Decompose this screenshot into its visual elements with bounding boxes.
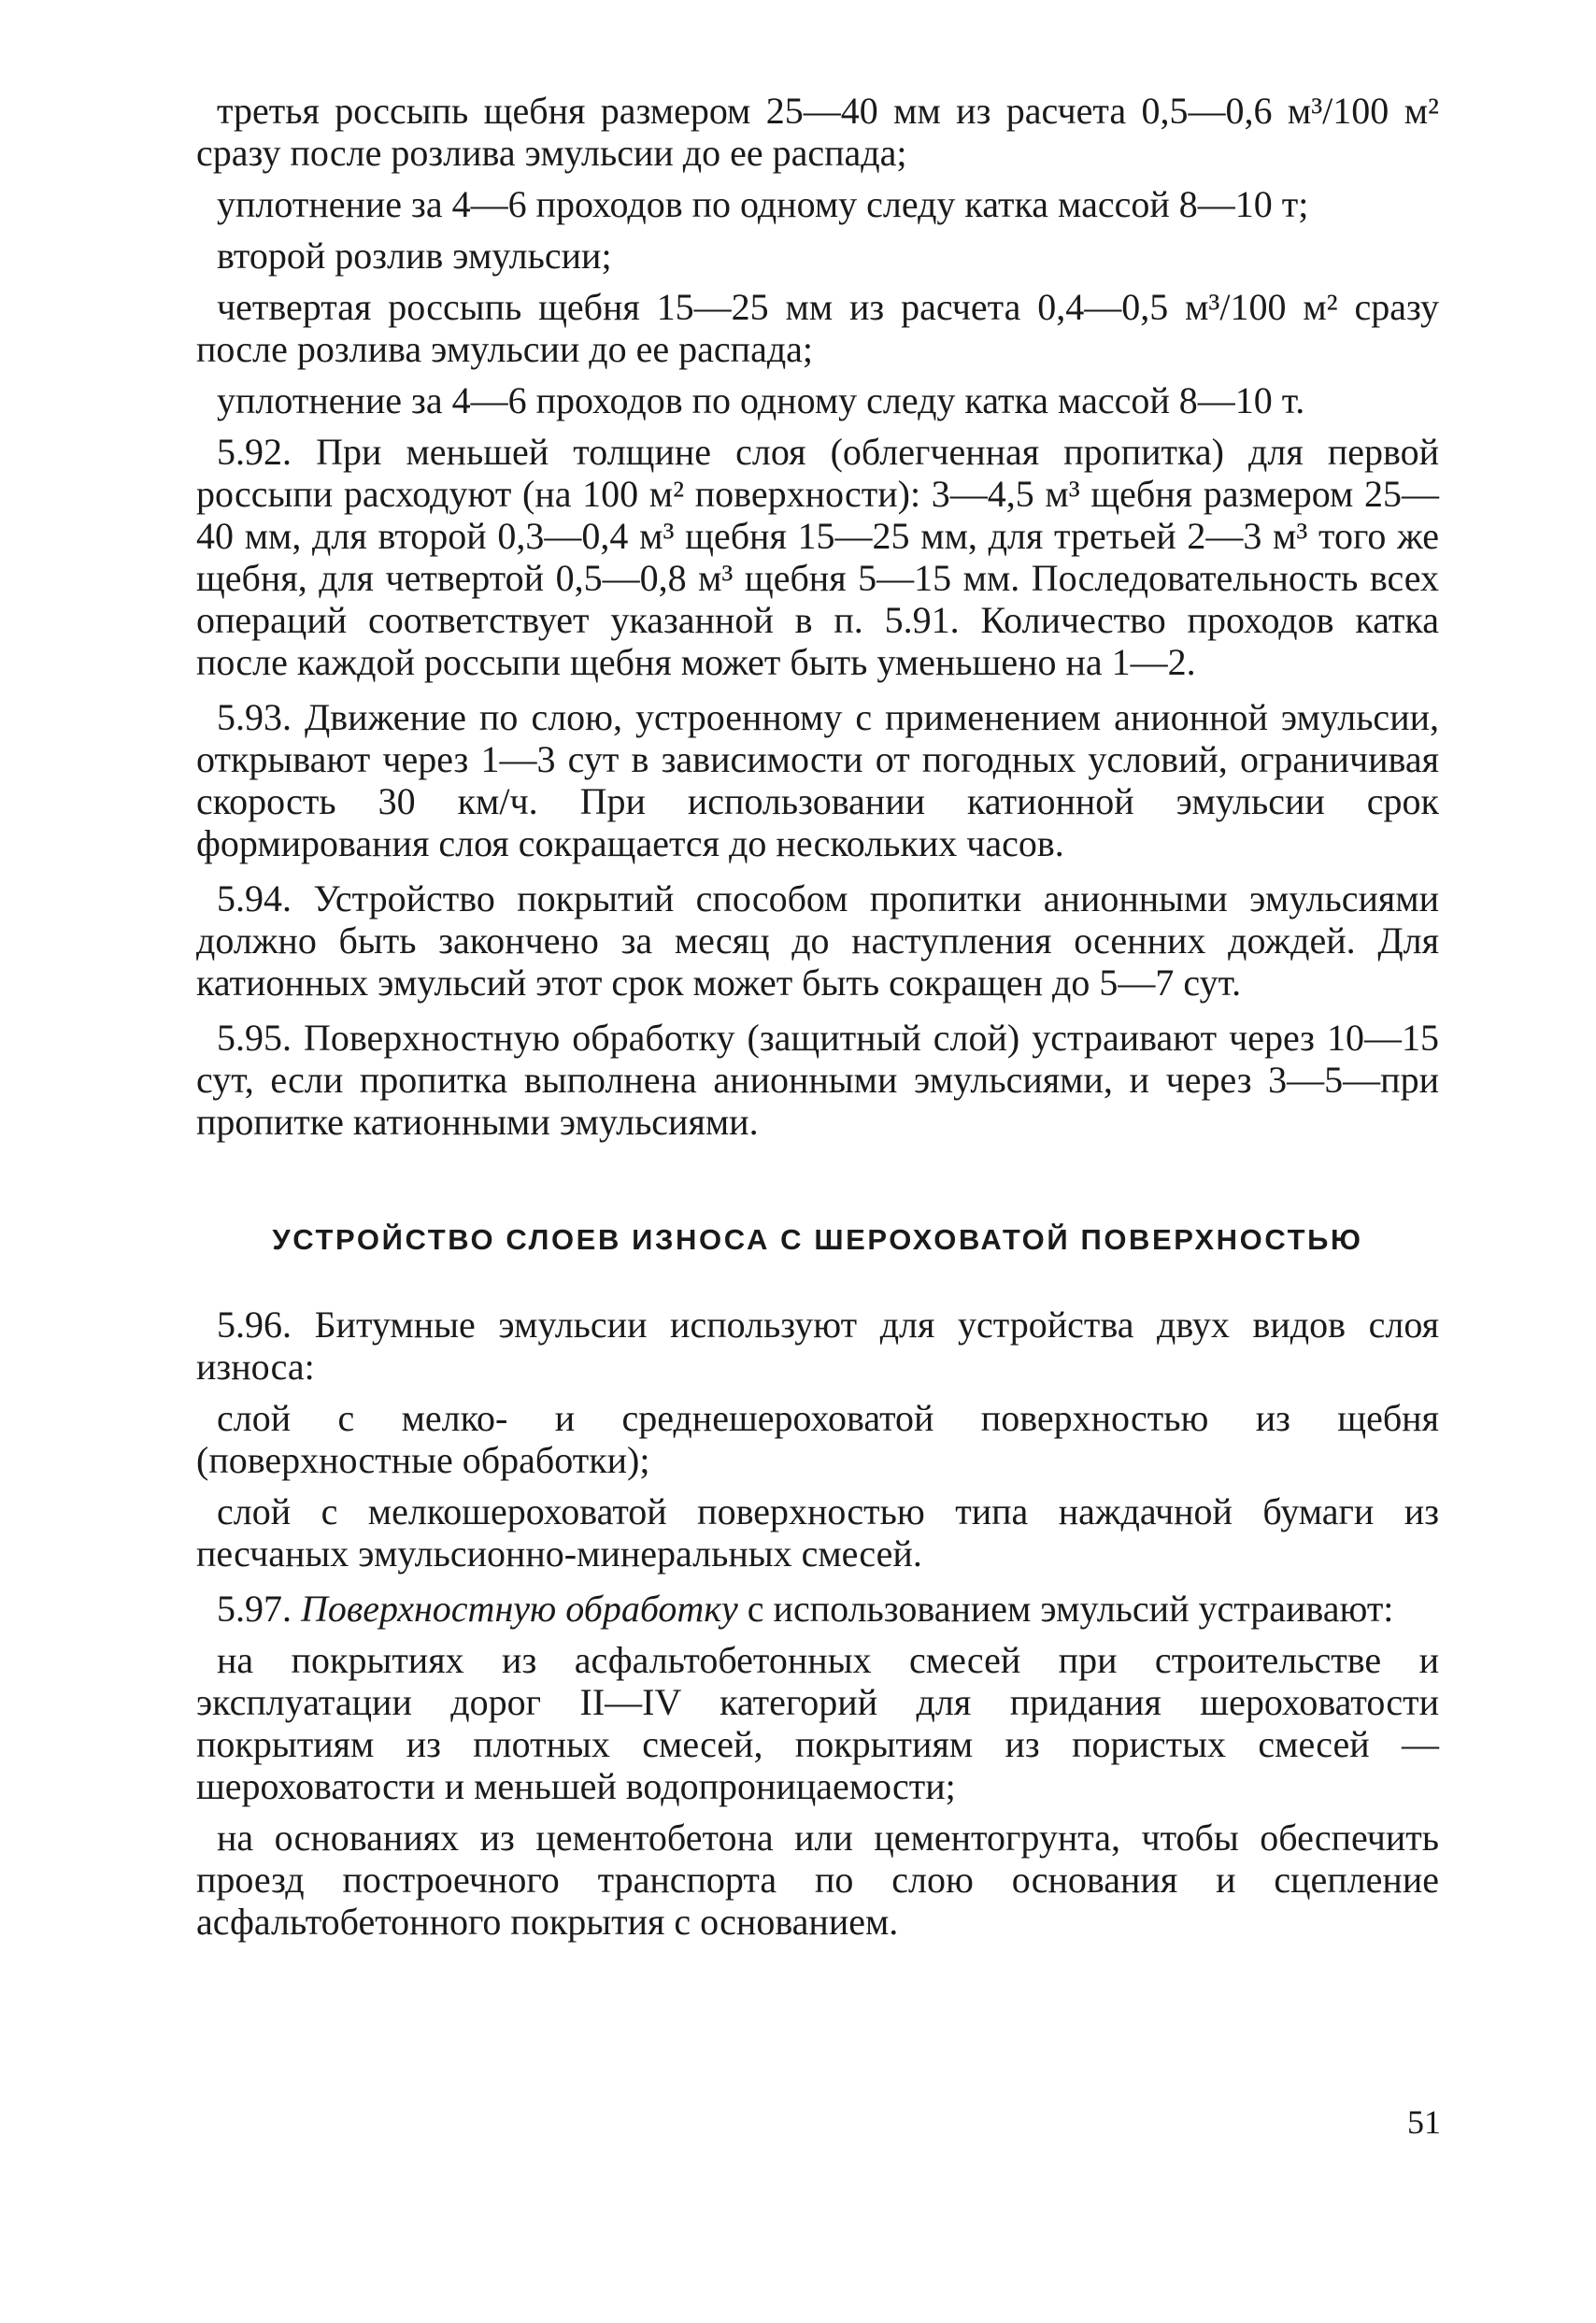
paragraph-wear-layer-2: слой с мелкошероховатой поверхностью типа наждачной бумаги из песчаных эмульсионно-минеральных смесей.: [196, 1490, 1439, 1575]
paragraph-fourth-spread: четвертая россыпь щебня 15—25 мм из расчета 0,4—0,5 м³/100 м² сразу после розлива эмульсии до ее распада;: [196, 286, 1439, 370]
paragraph-5-96: 5.96. Битумные эмульсии используют для устройства двух видов слоя износа:: [196, 1304, 1439, 1388]
paragraph-5-93: 5.93. Движение по слою, устроенному с применением анионной эмульсии, открывают через 1—3 сут в зависимости от погодных условий, ограничивая скорость 30 км/ч. При использовании катионной эмульсии срок формирования слоя сокращается до нескольких часов.: [196, 696, 1439, 864]
paragraph-5-95: 5.95. Поверхностную обработку (защитный слой) устраивают через 10—15 сут, если пропитка выполнена анионными эмульсиями, и через 3—5—при пропитке катионными эмульсиями.: [196, 1017, 1439, 1143]
paragraph-wear-layer-1: слой с мелко- и среднешероховатой поверхностью из щебня (поверхностные обработки);: [196, 1397, 1439, 1481]
paragraph-cement-bases: на основаниях из цементобетона или цементогрунта, чтобы обеспечить проезд построечного транспорта по слою основания и сцепление асфальтобетонного покрытия с основанием.: [196, 1817, 1439, 1943]
document-page: [196, 90, 1439, 1956]
paragraph-5-97-number: 5.97.: [217, 1588, 292, 1630]
paragraph-5-94: 5.94. Устройство покрытий способом пропитки анионными эмульсиями должно быть закончено за месяц до наступления осенних дождей. Для катионных эмульсий этот срок может быть сокращен до 5—7 сут.: [196, 877, 1439, 1004]
page-number: 51: [1407, 2103, 1441, 2141]
section-heading: УСТРОЙСТВО СЛОЕВ ИЗНОСА С ШЕРОХОВАТОЙ ПОВЕРХНОСТЬЮ: [272, 1223, 1363, 1256]
paragraph-5-97-rest: с использованием эмульсий устраивают:: [747, 1588, 1394, 1630]
section-gap: [196, 1156, 1439, 1221]
paragraph-5-97-italic: Поверхностную обработку: [301, 1588, 738, 1630]
paragraph-third-spread: третья россыпь щебня размером 25—40 мм из расчета 0,5—0,6 м³/100 м² сразу после розлива эмульсии до ее распада;: [196, 90, 1439, 174]
paragraph-asphalt-coverings: на покрытиях из асфальтобетонных смесей при строительстве и эксплуатации дорог II—IV категорий для придания шероховатости покрытиям из плотных смесей, покрытиям из пористых смесей — шероховатости и меньшей водопроницаемости;: [196, 1639, 1439, 1807]
paragraph-compaction-1: уплотнение за 4—6 проходов по одному следу катка массой 8—10 т;: [217, 183, 1309, 225]
paragraph-5-92: 5.92. При меньшей толщине слоя (облегченная пропитка) для первой россыпи расходуют (на 100 м² поверхности): 3—4,5 м³ щебня размером 25—40 мм, для второй 0,3—0,4 м³ щебня 15—25 мм, для третьей 2—3 м³ того же щебня, для четвертой 0,5—0,8 м³ щебня 5—15 мм. Последовательность всех операций соответствует указанной в п. 5.91. Количество проходов катка после каждой россыпи щебня может быть уменьшено на 1—2.: [196, 431, 1439, 683]
paragraph-compaction-2: уплотнение за 4—6 проходов по одному следу катка массой 8—10 т.: [217, 379, 1305, 421]
paragraph-second-pour: второй розлив эмульсии;: [217, 235, 612, 277]
paragraph-5-97: [196, 1588, 1439, 1630]
